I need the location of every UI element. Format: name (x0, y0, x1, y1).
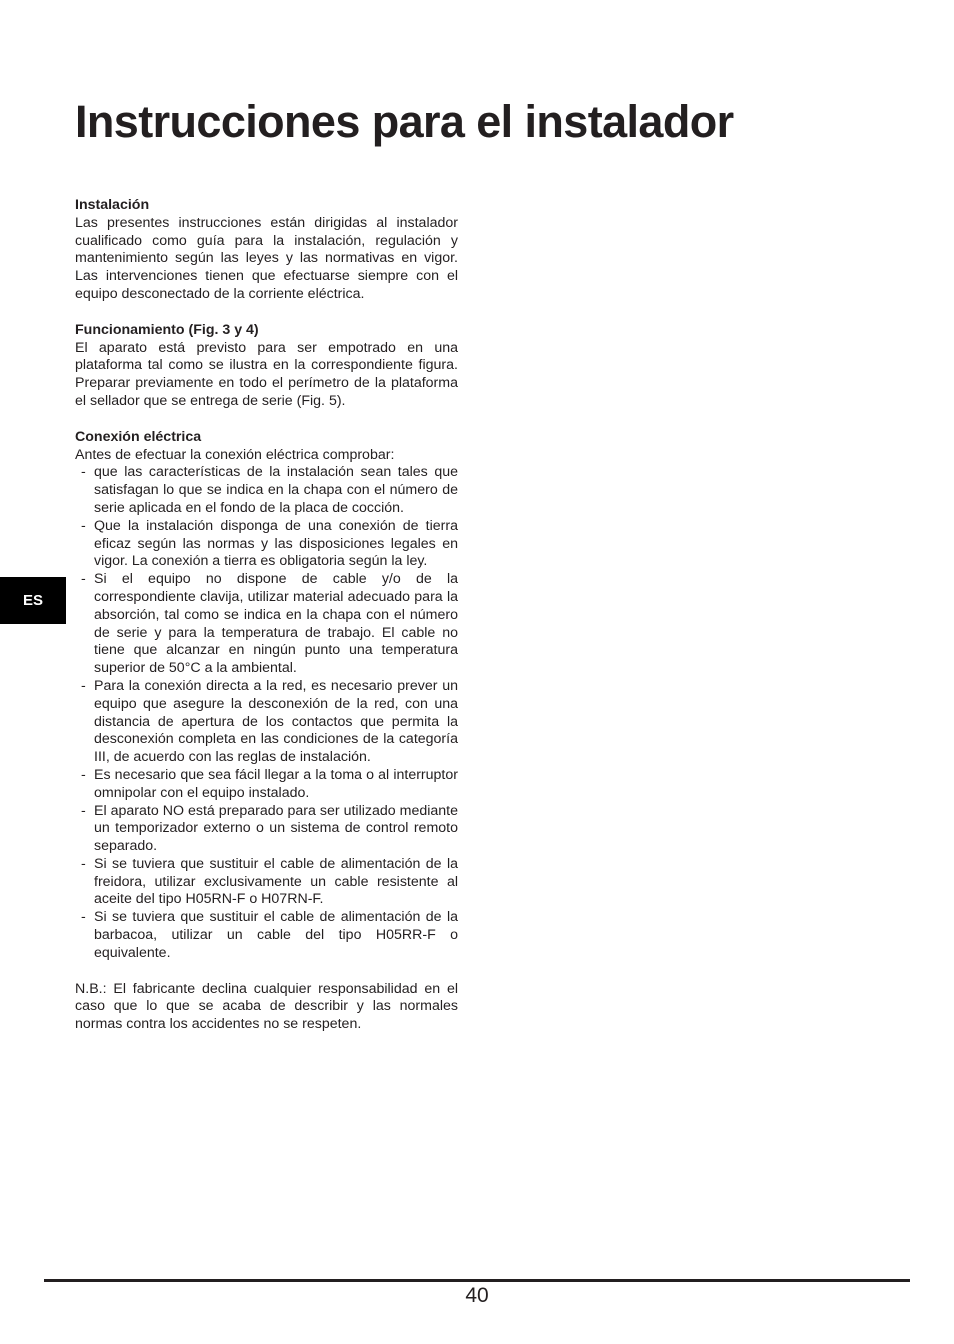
section-heading-operation: Funcionamiento (Fig. 3 y 4) (75, 321, 259, 338)
section-heading-electrical: Conexión eléctrica (75, 428, 202, 445)
page-number: 40 (465, 1284, 489, 1307)
bullet-dash: - (81, 517, 86, 534)
list-item (75, 909, 458, 962)
page-title: Instrucciones para el instalador (75, 96, 734, 147)
operation-paragraph: El aparato está previsto para ser empotrado en una plataforma tal como se ilustra en la correspondiente figura. Preparar previamente en todo el perímetro de la plataforma el sellador que se entrega de serie (Fig. 5). (75, 339, 458, 409)
section-operation (75, 322, 458, 411)
list-item (75, 464, 458, 517)
bullet-dash: - (81, 571, 86, 588)
list-item (75, 767, 458, 803)
footer-divider (44, 1279, 910, 1282)
note-paragraph: N.B.: El fabricante declina cualquier responsabilidad en el caso que lo que se acaba de describir y las normales normas contra los accidentes no se respeten. (75, 980, 458, 1033)
bullet-dash: - (81, 464, 86, 481)
list-item-text: Si se tuviera que sustituir el cable de alimentación de la barbacoa, utilizar un cable del tipo H05RR-F o equivalente. (94, 909, 458, 961)
bullet-dash: - (81, 855, 86, 872)
list-item (75, 518, 458, 571)
section-electrical (75, 429, 458, 963)
section-note (75, 981, 458, 1034)
bullet-dash: - (81, 677, 86, 694)
electrical-intro: Antes de efectuar la conexión eléctrica comprobar: (75, 446, 395, 463)
section-installation (75, 197, 458, 304)
list-item (75, 571, 458, 678)
list-item-text: Para la conexión directa a la red, es necesario prever un equipo que asegure la desconexión de la red, con una distancia de apertura de los contactos que permita la desconexión completa en las condiciones de la categoría III, de acuerdo con las reglas de instalación. (94, 677, 458, 766)
list-item-text: Es necesario que sea fácil llegar a la toma o al interruptor omnipolar con el equipo instalado. (94, 766, 458, 801)
language-tab: ES (0, 577, 66, 624)
list-item (75, 678, 458, 767)
bullet-dash: - (81, 909, 86, 926)
section-heading-installation: Instalación (75, 197, 150, 213)
installation-paragraph: Las presentes instrucciones están dirigidas al instalador cualificado como guía para la instalación, regulación y mantenimiento según las leyes y las normativas en vigor. Las intervenciones tienen que efectuarse siempre con el equipo desconectado de la corriente eléctrica. (75, 214, 458, 302)
list-item-text: Que la instalación disponga de una conexión de tierra eficaz según las normas y las disposiciones legales en vigor. La conexión a tierra es obligatoria según la ley. (94, 517, 458, 570)
list-item (75, 856, 458, 909)
bullet-dash: - (81, 766, 86, 783)
list-item-text: Si se tuviera que sustituir el cable de alimentación de la freidora, utilizar exclusivamente un cable resistente al aceite del tipo H05RN-F o H07RN-F. (94, 855, 458, 908)
main-content (75, 197, 458, 1052)
electrical-checklist (75, 464, 458, 962)
list-item-text: que las características de la instalación sean tales que satisfagan lo que se indica en la chapa con el número de serie aplicada en el fondo de la placa de cocción. (94, 464, 458, 516)
list-item-text: El aparato NO está preparado para ser utilizado mediante un temporizador externo o un sistema de control remoto separado. (94, 802, 458, 855)
bullet-dash: - (81, 802, 86, 819)
list-item-text: Si el equipo no dispone de cable y/o de la correspondiente clavija, utilizar material adecuado para la absorción, tal como se indica en la chapa con el número de serie y para la temperatura de trabajo. El cable no tiene que alcanzar en ningún punto una temperatura superior de 50°C a la ambiental. (94, 571, 458, 677)
list-item (75, 803, 458, 856)
